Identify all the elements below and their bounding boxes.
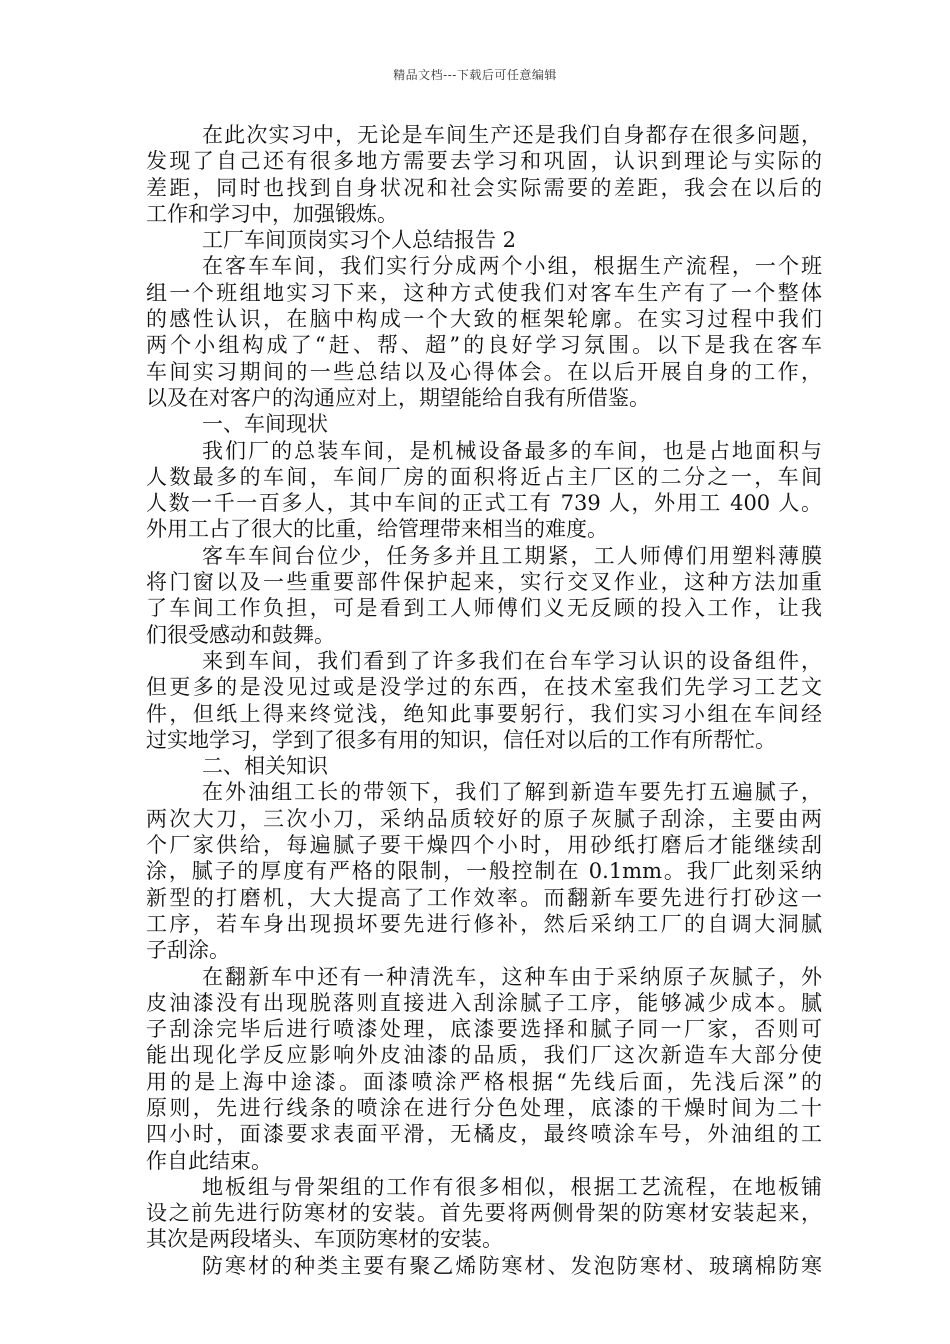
text-line: 人数一千一百多人，其中车间的正式工有 739 人，外用工 400 人。	[146, 491, 822, 516]
text-line: 人数最多的车间，车间厂房的面积将近占主厂区的二分之一，车间	[146, 464, 822, 489]
text-line: 发现了自己还有很多地方需要去学习和巩固，认识到理论与实际的	[146, 149, 822, 174]
text-line: 我们厂的总装车间，是机械设备最多的车间，也是占地面积与	[202, 438, 822, 463]
text-line: 地板组与骨架组的工作有很多相似，根据工艺流程，在地板铺	[202, 1174, 822, 1199]
text-line: 两次大刀，三次小刀，采纳品质较好的原子灰腻子刮涂，主要由两	[146, 806, 822, 831]
text-line: 用的是上海中途漆。面漆喷涂严格根据“先线后面，先浅后深”的	[146, 1069, 822, 1094]
page-header: 精品文档---下载后可任意编辑	[393, 68, 557, 82]
text-line: 设之前先进行防寒材的安装。首先要将两侧骨架的防寒材安装起来，	[146, 1201, 822, 1226]
text-line: 子刮涂。	[146, 938, 230, 963]
text-line: 工厂车间顶岗实习个人总结报告 2	[202, 228, 517, 253]
text-line: 们很受感动和鼓舞。	[146, 622, 335, 647]
text-line: 了车间工作负担，可是看到工人师傅们义无反顾的投入工作，让我	[146, 596, 822, 621]
text-line: 防寒材的种类主要有聚乙烯防寒材、发泡防寒材、玻璃棉防寒	[202, 1253, 822, 1278]
text-line: 二、相关知识	[202, 754, 328, 779]
text-line: 在翻新车中还有一种清洗车，这种车由于采纳原子灰腻子，外	[202, 964, 822, 989]
text-line: 但更多的是没见过或是没学过的东西，在技术室我们先学习工艺文	[146, 675, 822, 700]
text-line: 差距，同时也找到自身状况和社会实际需要的差距，我会在以后的	[146, 175, 822, 200]
text-line: 涂，腻子的厚度有严格的限制，一般控制在 0.1mm。我厂此刻采纳	[146, 859, 822, 884]
text-line: 其次是两段堵头、车顶防寒材的安装。	[146, 1227, 503, 1252]
text-line: 在客车车间，我们实行分成两个小组，根据生产流程，一个班	[202, 254, 822, 279]
text-line: 过实地学习，学到了很多有用的知识，信任对以后的工作有所帮忙。	[146, 727, 776, 752]
text-line: 个厂家供给，每遍腻子要干燥四个小时，用砂纸打磨后才能继续刮	[146, 833, 822, 858]
text-line: 两个小组构成了“赶、帮、超”的良好学习氛围。以下是我在客车	[146, 333, 822, 358]
text-line: 车间实习期间的一些总结以及心得体会。在以后开展自身的工作，	[146, 359, 822, 384]
text-line: 一、车间现状	[202, 412, 328, 437]
text-line: 皮油漆没有出现脱落则直接进入刮涂腻子工序，能够减少成本。腻	[146, 990, 822, 1015]
text-line: 工作和学习中，加强锻炼。	[146, 201, 398, 226]
text-line: 工序，若车身出现损坏要先进行修补，然后采纳工厂的自调大洞腻	[146, 911, 822, 936]
text-line: 作自此结束。	[146, 1148, 272, 1173]
text-line: 客车车间台位少，任务多并且工期紧，工人师傅们用塑料薄膜	[202, 543, 822, 568]
text-line: 件，但纸上得来终觉浅，绝知此事要躬行，我们实习小组在车间经	[146, 701, 822, 726]
text-line: 原则，先进行线条的喷涂在进行分色处理，底漆的干燥时间为二十	[146, 1095, 822, 1120]
text-line: 的感性认识，在脑中构成一个大致的框架轮廓。在实习过程中我们	[146, 307, 822, 332]
text-line: 子刮涂完毕后进行喷漆处理，底漆要选择和腻子同一厂家，否则可	[146, 1017, 822, 1042]
text-line: 组一个班组地实习下来，这种方式使我们对客车生产有了一个整体	[146, 280, 822, 305]
document-body	[146, 122, 822, 1279]
text-line: 在此次实习中，无论是车间生产还是我们自身都存在很多问题，	[202, 123, 822, 147]
text-line: 新型的打磨机，大大提高了工作效率。而翻新车要先进行打砂这一	[146, 885, 822, 910]
text-line: 四小时，面漆要求表面平滑，无橘皮，最终喷涂车号，外油组的工	[146, 1122, 822, 1147]
text-line: 将门窗以及一些重要部件保护起来，实行交叉作业，这种方法加重	[146, 570, 822, 595]
text-line: 以及在对客户的沟通应对上，期望能给自我有所借鉴。	[146, 385, 650, 410]
text-line: 来到车间，我们看到了许多我们在台车学习认识的设备组件，	[202, 648, 822, 673]
text-line: 在外油组工长的带领下，我们了解到新造车要先打五遍腻子，	[202, 780, 822, 805]
text-line: 外用工占了很大的比重，给管理带来相当的难度。	[146, 517, 608, 542]
text-line: 能出现化学反应影响外皮油漆的品质，我们厂这次新造车大部分使	[146, 1043, 822, 1068]
